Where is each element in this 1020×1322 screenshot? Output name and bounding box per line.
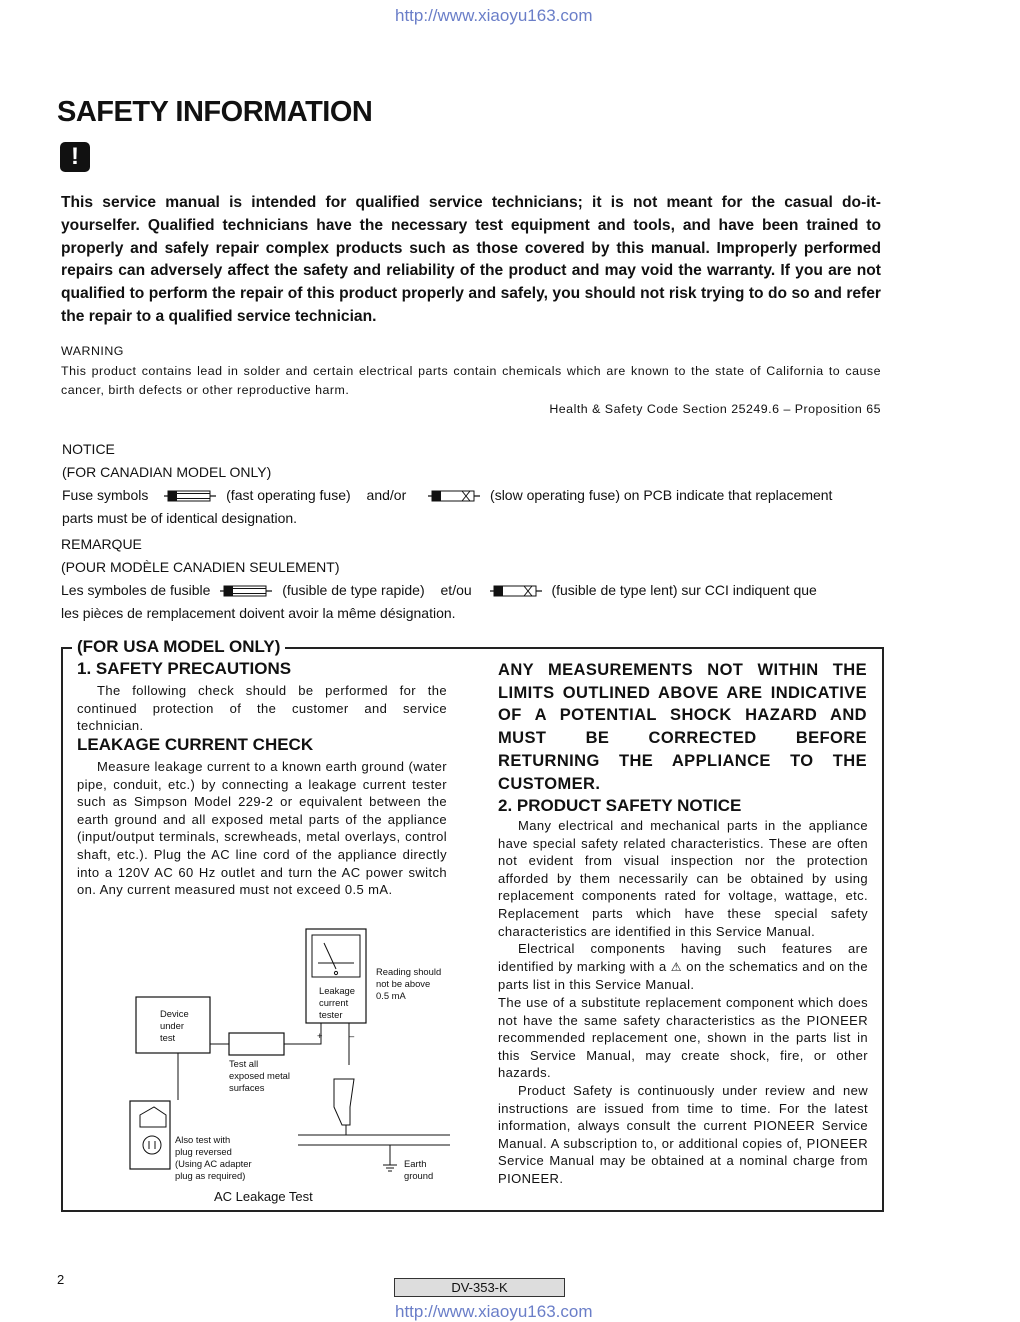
tester-label: Leakage current tester — [319, 985, 355, 1020]
exclamation-icon: ! — [60, 142, 90, 172]
product-safety-title: 2. PRODUCT SAFETY NOTICE — [498, 796, 742, 815]
product-safety-p2a: Electrical components having such features are identified by marking with a — [498, 941, 868, 974]
fast-fuse-icon — [220, 584, 272, 598]
remarque-text-c: et/ou — [440, 582, 472, 598]
test-all-label: Test all exposed metal surfaces — [229, 1058, 290, 1093]
product-safety-p3: The use of a substitute replacement component which does not have the same safety characteristics as the PIONEER recommended replacement one, shown in the parts list in this Service Manual, may create shock, fire, or other hazards. — [498, 994, 868, 1081]
footer-url[interactable]: http://www.xiaoyu163.com — [395, 1302, 593, 1321]
product-safety-p1: Many electrical and mechanical parts in the appliance have special safety related characteristics. These are often not evident from visual inspection nor the protection afforded by them necessarily can be obtained by using replacement components rated for voltage, wattage, etc. Replacement parts which have these special safety characteristics are identified in this Service Manual. — [498, 818, 868, 939]
meter-needle — [324, 943, 336, 969]
remarque-text-a: Les symboles de fusible — [61, 582, 211, 598]
warning-text: This product contains lead in solder and certain electrical parts contain chemicals which are known to the state of California to cause cancer, birth defects or other reproductive harm. — [61, 364, 881, 397]
header-url[interactable]: http://www.xiaoyu163.com — [395, 6, 593, 25]
slow-fuse-icon — [490, 584, 542, 598]
wall-outlet — [130, 1101, 170, 1169]
notice-text-b: (fast operating fuse) — [226, 487, 351, 503]
reading-label: Reading should not be above 0.5 mA — [376, 966, 442, 1001]
remarque-block — [61, 533, 883, 625]
notice-text-d: (slow operating fuse) on PCB indicate that replacement — [490, 487, 833, 503]
product-safety-body — [498, 817, 868, 1187]
notice-text-e: parts must be of identical designation. — [62, 510, 298, 526]
slow-fuse-icon — [428, 489, 480, 503]
remarque-heading: REMARQUE — [61, 536, 142, 552]
meter-pivot — [334, 971, 337, 974]
model-number: DV-353-K — [394, 1278, 565, 1297]
product-safety-p4: Product Safety is continuously under review and new instructions are issued from time to time. For the latest information, always consult the current PIONEER Service Manual. A subscription to, or additional copies of, PIONEER Service Manual may be obtained at a nominal charge from PIONEER. — [498, 1082, 868, 1186]
notice-text-c: and/or — [366, 487, 407, 503]
diagram-caption: AC Leakage Test — [214, 1189, 313, 1204]
earth-probe — [334, 1079, 354, 1125]
notice-heading: NOTICE — [62, 441, 115, 457]
intro-paragraph: This service manual is intended for qualified service technicians; it is not meant for the casual do-it-yourselfer. Qualified technicians have the necessary test equipment and tools, and have been trained to properly and safely repair complex products such as those covered by this manual. Improperly performed repairs can adversely affect the safety and reliability of the product and may void the warranty. If you are not qualified to perform the repair of this product properly and safely, you should not risk trying to do so and refer the repair to a qualified service technician. — [61, 194, 881, 325]
device-label: Device under test — [160, 1008, 189, 1043]
plug-shape — [140, 1107, 166, 1127]
page-number: 2 — [57, 1272, 65, 1287]
earth-label: Earth ground — [404, 1158, 434, 1181]
minus-label: – — [349, 1030, 355, 1041]
plus-label: + — [317, 1030, 323, 1041]
safety-precautions-title: 1. SAFETY PRECAUTIONS — [77, 659, 292, 678]
fast-fuse-icon — [164, 489, 216, 503]
notice-text-a: Fuse symbols — [62, 487, 149, 503]
usa-box-title: (FOR USA MODEL ONLY) — [72, 637, 285, 657]
page-title: SAFETY INFORMATION — [57, 96, 373, 128]
also-test-label: Also test with plug reversed (Using AC adapter plug as required) — [175, 1134, 252, 1181]
notice-block — [62, 438, 882, 530]
remarque-text-e: les pièces de remplacement doivent avoir la même désignation. — [61, 605, 456, 621]
warning-triangle-icon: ⚠ — [670, 959, 683, 974]
remarque-text-b: (fusible de type rapide) — [282, 582, 425, 598]
warning-heading: WARNING — [61, 344, 124, 358]
notice-sub: (FOR CANADIAN MODEL ONLY) — [62, 464, 272, 480]
leakage-check-text: Measure leakage current to a known earth ground (water pipe, conduit, etc.) by connecting a leakage current tester such as Simpson Model 229-2 or equivalent between the earth ground and all exposed metal parts of the appliance (input/output terminals, screwheads, metal overlays, control shaft, etc.). Plug the AC line cord of the appliance directly into a 120V AC 60 Hz outlet and turn the AC power switch on. Any current measured must not exceed 0.5 mA. — [77, 759, 447, 898]
remarque-text-d: (fusible de type lent) sur CCI indiquent que — [551, 582, 817, 598]
meter-face — [312, 935, 360, 977]
leakage-check-title: LEAKAGE CURRENT CHECK — [77, 735, 314, 754]
safety-precautions-text: The following check should be performed for the continued protection of the customer and service technician. — [77, 683, 447, 734]
outlet-socket — [143, 1136, 161, 1154]
product-safety-p2b: on the schematics and on the parts list in this Service Manual. — [498, 958, 869, 993]
ac-leakage-diagram — [120, 925, 460, 1190]
probe-box — [229, 1033, 284, 1055]
warning-code: Health & Safety Code Section 25249.6 – Proposition 65 — [549, 402, 881, 416]
measurement-warning: ANY MEASUREMENTS NOT WITHIN THE LIMITS OUTLINED ABOVE ARE INDICATIVE OF A POTENTIAL SHOCK HAZARD AND MUST BE CORRECTED BEFORE RETURNING THE APPLIANCE TO THE CUSTOMER. — [498, 661, 867, 793]
remarque-sub: (POUR MODÈLE CANADIEN SEULEMENT) — [61, 559, 340, 575]
probe-wire-b — [284, 1023, 321, 1044]
